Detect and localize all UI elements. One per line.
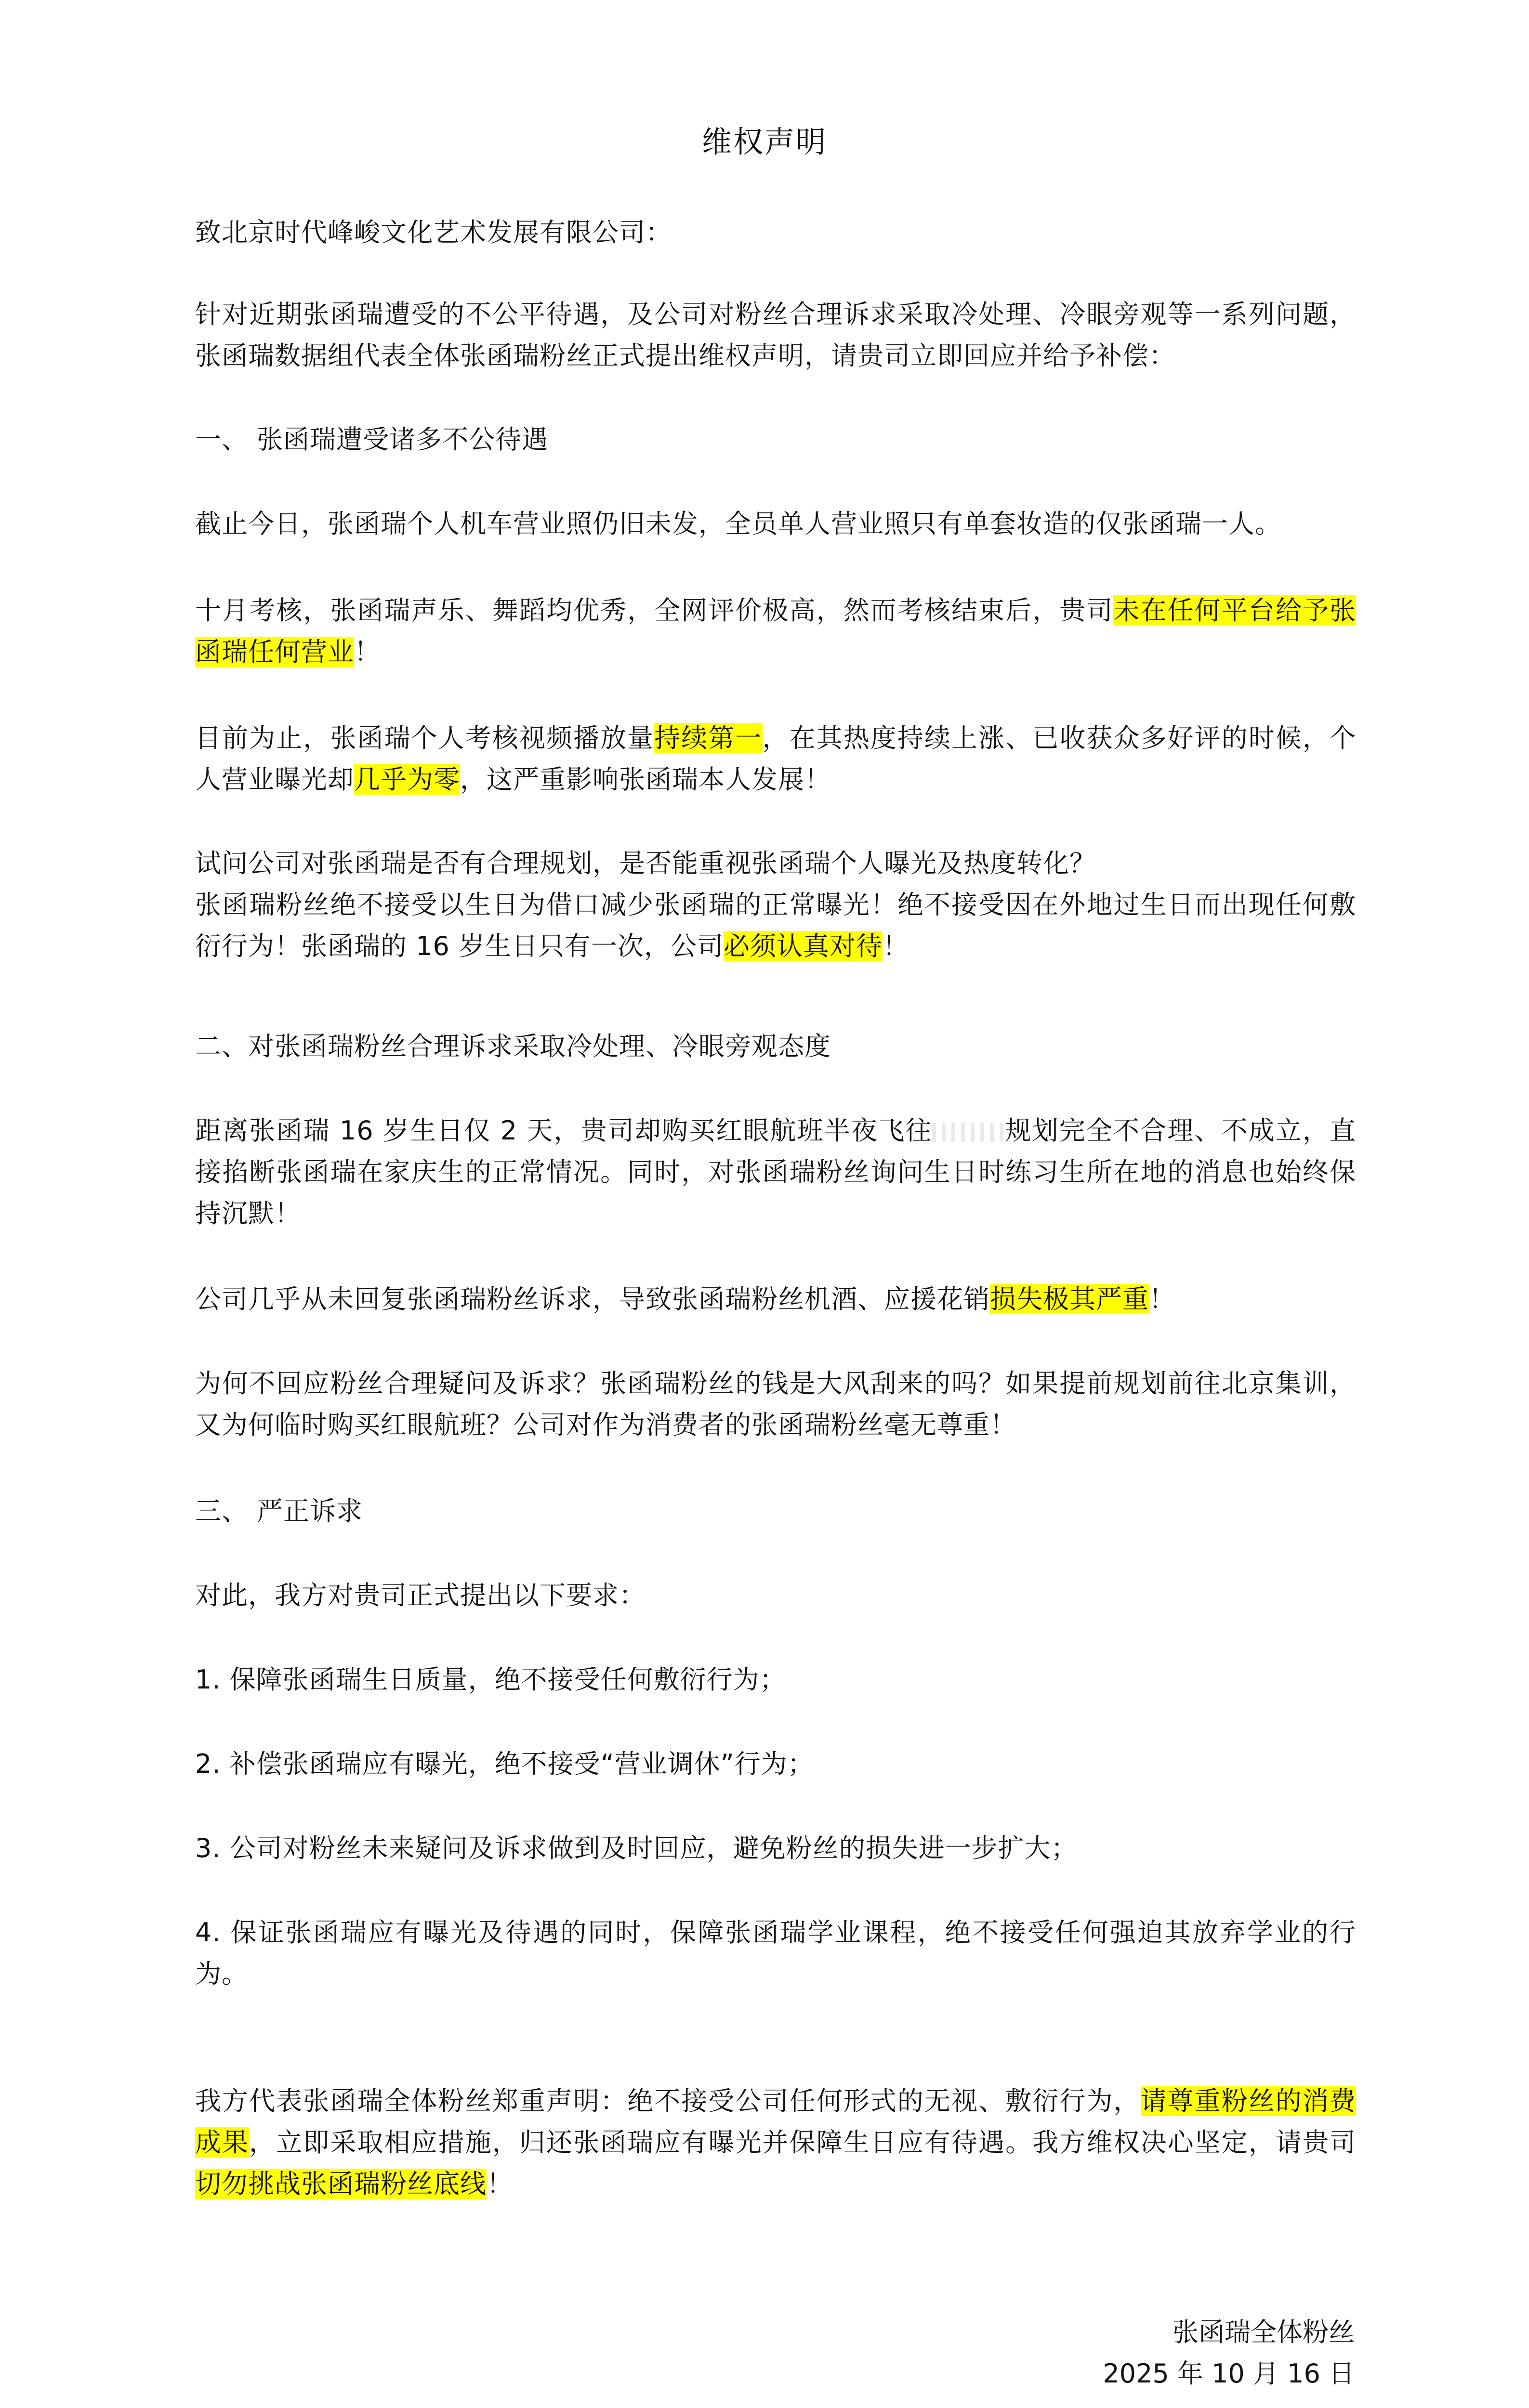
text-run: ！ xyxy=(1149,1284,1175,1314)
document-title: 维权声明 xyxy=(701,124,827,159)
section1-paragraph-1: 截止今日，张函瑞个人机车营业照仍旧未发，全员单人营业照只有单套妆造的仅张函瑞一人。 xyxy=(195,509,1281,539)
demand-item-3: 3. 公司对粉丝未来疑问及诉求做到及时回应，避免粉丝的损失进一步扩大； xyxy=(195,1833,1078,1863)
intro-paragraph: 针对近期张函瑞遭受的不公平待遇，及公司对粉丝合理诉求采取冷处理、冷眼旁观等一系列问题，张函瑞数据组代表全体张函瑞粉丝正式提出维权声明，请贵司立即回应并给予补偿： xyxy=(195,299,1356,371)
section3-lead: 对此，我方对贵司正式提出以下要求： xyxy=(195,1580,646,1610)
text-run: ，立即采取相应措施，归还张函瑞应有曝光并保障生日应有待遇。我方维权决心坚定，请贵司 xyxy=(249,2127,1357,2158)
section2-paragraph-3: 为何不回应粉丝合理疑问及诉求？张函瑞粉丝的钱是大风刮来的吗？如果提前规划前往北京集训，又为何临时购买红眼航班？公司对作为消费者的张函瑞粉丝毫无尊重！ xyxy=(195,1368,1356,1440)
section1-paragraph-3 xyxy=(195,718,1356,800)
demand-item-1: 1. 保障张函瑞生日质量，绝不接受任何敷衍行为； xyxy=(195,1664,786,1695)
addressee: 致北京时代峰峻文化艺术发展有限公司： xyxy=(195,217,672,248)
text-run: ！ xyxy=(354,637,381,667)
text-run: ，这严重影响张函瑞本人发展！ xyxy=(460,764,831,795)
text-line: 试问公司对张函瑞是否有合理规划，是否能重视张函瑞个人曝光及热度转化？ xyxy=(195,848,1096,878)
demand-item-2: 2. 补偿张函瑞应有曝光，绝不接受“营业调休”行为； xyxy=(195,1749,814,1779)
demand-item-4: 4. 保证张函瑞应有曝光及待遇的同时，保障张函瑞学业课程，绝不接受任何强迫其放弃学业的行为。 xyxy=(195,1917,1356,1989)
text-run-block xyxy=(195,884,1356,967)
highlighted-text: 请尊重粉丝的消费成果 xyxy=(195,2086,1356,2158)
highlighted-text: 未在任何平台给予张函瑞任何营业 xyxy=(195,595,1357,667)
text-run: 距离张函瑞 16 岁生日仅 2 天，贵司却购买红眼航班半夜飞往 xyxy=(195,1115,933,1146)
text-run: 我方代表张函瑞全体粉丝郑重声明：绝不接受公司任何形式的无视、敷衍行为， xyxy=(195,2086,1141,2116)
text-run: ，在其热度持续上涨、已收获众多好评的时候，个人营业曝光却 xyxy=(195,723,1357,795)
section2-heading: 二、对张函瑞粉丝合理诉求采取冷处理、冷眼旁观态度 xyxy=(195,1031,831,1061)
text-run: 规划完全不合理、不成立，直接掐断张函瑞在家庆生的正常情况。同时，对张函瑞粉丝询问生日时练习生所在地的消息也始终保持沉默！ xyxy=(195,1115,1356,1229)
section3-heading: 三、 严正诉求 xyxy=(195,1496,363,1526)
text-run: 张函瑞粉丝绝不接受以生日为借口减少张函瑞的正常曝光！绝不接受因在外地过生日而出现任何敷衍行为！张函瑞的 16 岁生日只有一次，公司 xyxy=(195,890,1356,961)
highlighted-text: 必须认真对待 xyxy=(724,931,883,961)
section1-paragraph-2 xyxy=(195,590,1356,673)
section1-paragraph-4 xyxy=(195,843,1356,967)
signature-date: 2025 年 10 月 16 日 xyxy=(1103,2358,1355,2389)
section2-paragraph-2 xyxy=(195,1279,1356,1320)
text-run: ！ xyxy=(487,2169,513,2199)
signature-block xyxy=(1103,2312,1355,2395)
section2-paragraph-1 xyxy=(195,1110,1356,1234)
text-run: ！ xyxy=(883,931,909,961)
text-run: 目前为止，张函瑞个人考核视频播放量 xyxy=(195,723,655,753)
text-run: 十月考核，张函瑞声乐、舞蹈均优秀，全网评价极高，然而考核结束后，贵司 xyxy=(195,595,1114,626)
highlighted-text: 持续第一 xyxy=(654,723,763,753)
section1-heading: 一、 张函瑞遭受诸多不公待遇 xyxy=(195,424,549,455)
highlighted-text: 切勿挑战张函瑞粉丝底线 xyxy=(195,2169,487,2199)
redacted-text xyxy=(932,1123,1004,1142)
text-run: 公司几乎从未回复张函瑞粉丝诉求，导致张函瑞粉丝机酒、应援花销 xyxy=(195,1284,990,1314)
highlighted-text: 几乎为零 xyxy=(354,764,460,795)
closing-paragraph xyxy=(195,2081,1356,2205)
signature-name: 张函瑞全体粉丝 xyxy=(1173,2317,1355,2347)
highlighted-text: 损失极其严重 xyxy=(990,1284,1149,1314)
